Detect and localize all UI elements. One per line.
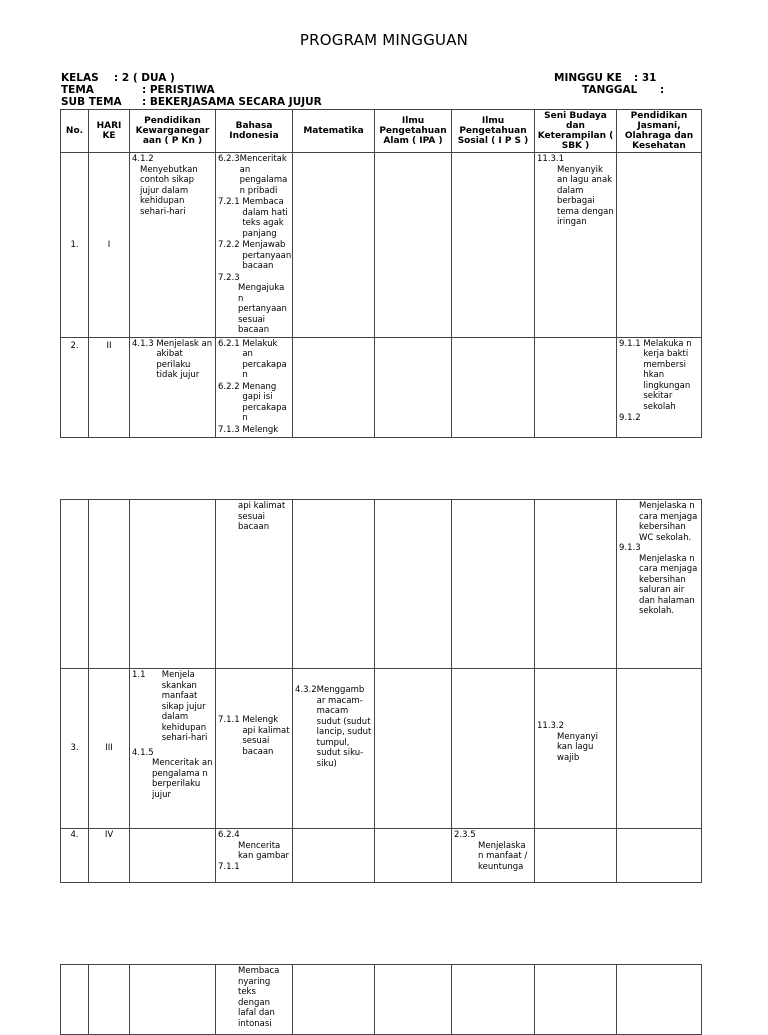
- day-number: III: [89, 669, 130, 829]
- pjok-cell: [617, 829, 702, 883]
- row-number: [61, 500, 89, 669]
- col-header: HARI KE: [89, 110, 130, 153]
- bi-item: 7.2.2 Menjawab pertanyaan bacaan: [218, 240, 292, 271]
- subtema-label: SUB TEMA: [61, 96, 122, 108]
- tanggal-value: :: [660, 84, 665, 96]
- tanggal-label: TANGGAL: [582, 84, 638, 96]
- ips-cell: [452, 500, 535, 669]
- sbk-code: 11.3.2: [537, 721, 565, 731]
- table-row: [61, 153, 702, 338]
- pjok-cell: [617, 669, 702, 829]
- pjok-text: Menjelaska n cara menjaga kebersihan WC sekolah.: [639, 501, 698, 543]
- bi-cell: [216, 337, 293, 438]
- day-number: IV: [89, 829, 130, 883]
- ipa-cell: [375, 829, 452, 883]
- matematika-cell: [293, 669, 375, 829]
- col-header: Pendidikan Jasmani, Olahraga dan Kesehatan: [617, 110, 702, 153]
- table-row: [61, 965, 702, 1035]
- table-header-row: [61, 110, 702, 153]
- table-row: [61, 829, 702, 883]
- bi-code: 6.2.4: [218, 830, 240, 840]
- row-number: 4.: [61, 829, 89, 883]
- minggu-label: MINGGU KE: [554, 72, 622, 84]
- matematika-cell: [293, 965, 375, 1035]
- matematika-cell: [293, 153, 375, 338]
- schedule-table-page-1: [60, 109, 702, 438]
- pkn-cell: [130, 669, 216, 829]
- bi-item: 6.2.3 Menceritak an pengalama n pribadi: [218, 154, 288, 196]
- bi-text: api kalimat sesuai bacaan: [238, 501, 286, 532]
- pkn-text: Menceritak an pengalama n berperilaku jujur: [152, 758, 213, 800]
- bi-cell: [216, 965, 293, 1035]
- col-header: No.: [61, 110, 89, 153]
- schedule-table-page-2: [60, 499, 702, 883]
- pjok-cell: [617, 153, 702, 338]
- pkn-item: 1.1 Menjela skankan manfaat sikap jujur dalam kehidupan sehari-hari: [132, 670, 208, 743]
- bi-text: Membaca nyaring teks dengan lafal dan intonasi: [238, 966, 280, 1029]
- row-number: 2.: [61, 337, 89, 438]
- bi-item: 7.1.1 Melengk api kalimat sesuai bacaan: [218, 715, 290, 757]
- minggu-value: : 31: [634, 72, 657, 84]
- bi-cell: [216, 500, 293, 669]
- table-row: [61, 337, 702, 438]
- ipa-cell: [375, 153, 452, 338]
- page-title: PROGRAM MINGGUAN: [299, 31, 469, 49]
- ips-cell: [452, 337, 535, 438]
- pkn-cell: [130, 337, 216, 438]
- day-number: II: [89, 337, 130, 438]
- pkn-cell: [130, 829, 216, 883]
- sbk-cell: [535, 500, 617, 669]
- pjok-code: 9.1.2: [619, 413, 641, 423]
- pkn-cell: [130, 500, 216, 669]
- bi-code: 7.2.3: [218, 272, 240, 283]
- ips-code: 2.3.5: [454, 830, 476, 840]
- subtema-value: : BEKERJASAMA SECARA JUJUR: [142, 96, 322, 108]
- pkn-code: 4.1.5: [132, 747, 154, 758]
- pkn-text: Menyebutkan contoh sikap jujur dalam kehidupan sehari-hari: [140, 164, 198, 217]
- pjok-code: 9.1.3: [619, 543, 641, 553]
- ipa-cell: [375, 965, 452, 1035]
- pkn-cell: [130, 153, 216, 338]
- mat-item: 4.3.2 Menggamb ar macam-macam sudut (sudut lancip, sudut tumpul, sudut siku-siku): [295, 685, 372, 769]
- pkn-cell: [130, 965, 216, 1035]
- table-row: [61, 500, 702, 669]
- col-header: Ilmu Pengetahuan Sosial ( I P S ): [452, 110, 535, 153]
- ips-cell: [452, 669, 535, 829]
- bi-item: 6.2.1 Melakuk an percakapa n: [218, 338, 287, 380]
- bi-item: 7.2.1 Membaca dalam hati teks agak panjang: [218, 197, 288, 239]
- col-header: Seni Budaya dan Keterampilan ( SBK ): [535, 110, 617, 153]
- bi-cell: [216, 829, 293, 883]
- bi-cell: [216, 669, 293, 829]
- col-header: Pendidikan Kewarganegar aan ( P Kn ): [130, 110, 216, 153]
- sbk-text: Menyanyik an lagu anak dalam berbagai tema dengan iringan: [557, 164, 614, 227]
- col-header: Ilmu Pengetahuan Alam ( IPA ): [375, 110, 452, 153]
- ips-cell: [452, 965, 535, 1035]
- pkn-item: 4.1.3 Menjelask an akibat perilaku tidak jujur: [132, 338, 213, 380]
- tema-value: : PERISTIWA: [142, 84, 215, 96]
- pjok-text: Menjelaska n cara menjaga kebersihan saluran air dan halaman sekolah.: [639, 553, 698, 616]
- row-number: 3.: [61, 669, 89, 829]
- day-number: [89, 500, 130, 669]
- sbk-cell: [535, 337, 617, 438]
- ipa-cell: [375, 500, 452, 669]
- bi-text: Mengajuka n pertanyaan sesuai bacaan: [238, 283, 287, 335]
- col-header: Matematika: [293, 110, 375, 153]
- kelas-value: : 2 ( DUA ): [114, 72, 175, 84]
- pjok-cell: [617, 500, 702, 669]
- bi-text: Mencerita kan gambar: [238, 840, 290, 861]
- ipa-cell: [375, 669, 452, 829]
- day-number: I: [89, 153, 130, 338]
- table-row: [61, 669, 702, 829]
- pjok-item: 9.1.1 Melakuka n kerja bakti membersi hkan lingkungan sekitar sekolah: [619, 338, 692, 412]
- bi-code: 7.1.1: [218, 861, 240, 872]
- kelas-label: KELAS: [61, 72, 99, 84]
- schedule-table-page-3: [60, 964, 702, 1035]
- sbk-cell: [535, 669, 617, 829]
- row-number: [61, 965, 89, 1035]
- pkn-code: 4.1.2: [132, 154, 154, 164]
- ips-text: Menjelaska n manfaat / keuntunga: [478, 840, 528, 872]
- sbk-cell: [535, 153, 617, 338]
- ips-cell: [452, 153, 535, 338]
- bi-item: 6.2.2 Menang gapi isi percakapa n: [218, 381, 287, 423]
- row-number: 1.: [61, 153, 89, 338]
- tema-label: TEMA: [61, 84, 94, 96]
- ipa-cell: [375, 337, 452, 438]
- bi-cell: [216, 153, 293, 338]
- col-header: Bahasa Indonesia: [216, 110, 293, 153]
- bi-item: 7.1.3 Melengk: [218, 424, 279, 435]
- day-number: [89, 965, 130, 1035]
- ips-cell: [452, 829, 535, 883]
- pjok-cell: [617, 337, 702, 438]
- matematika-cell: [293, 829, 375, 883]
- pjok-cell: [617, 965, 702, 1035]
- sbk-cell: [535, 965, 617, 1035]
- sbk-cell: [535, 829, 617, 883]
- sbk-code: 11.3.1: [537, 154, 565, 164]
- sbk-text: Menyanyi kan lagu wajib: [557, 731, 598, 763]
- matematika-cell: [293, 500, 375, 669]
- matematika-cell: [293, 337, 375, 438]
